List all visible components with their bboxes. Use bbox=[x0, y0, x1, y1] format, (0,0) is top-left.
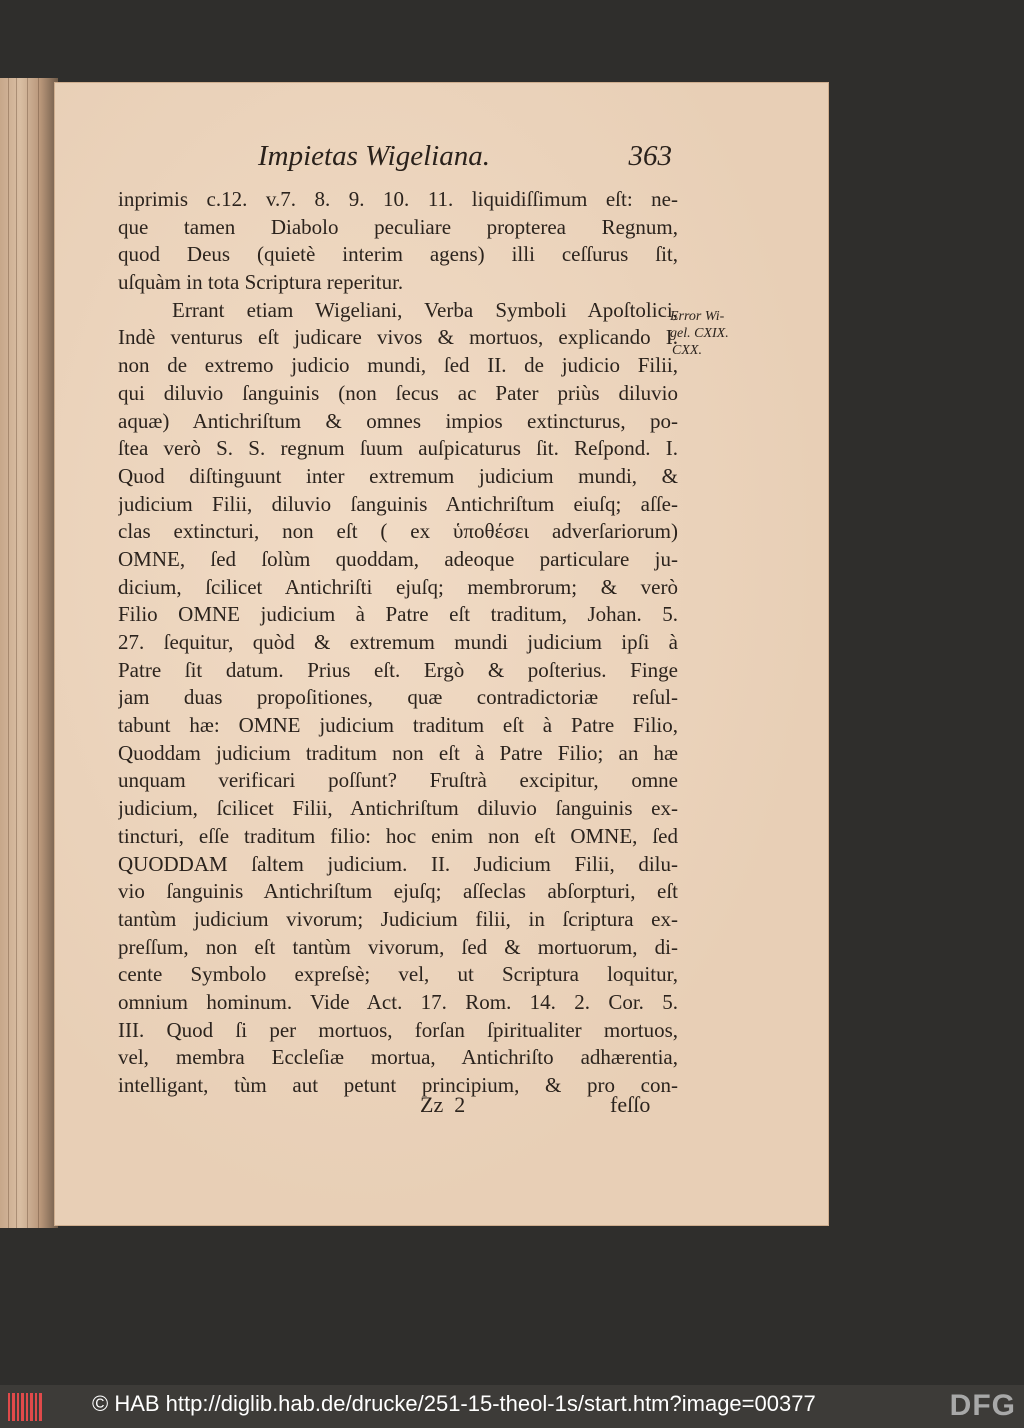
text-line: cente Symbolo expreſsè; vel, ut Scriptura loquitur, bbox=[118, 962, 678, 987]
text-line: clas extincturi, non eſt ( ex ὑποθέσει adverſariorum) bbox=[118, 519, 678, 544]
margin-note-line: gel. CXIX. bbox=[670, 326, 729, 341]
text-line: vel, membra Eccleſiæ mortua, Antichriſto adhærentia, bbox=[118, 1045, 678, 1070]
text-line: tantùm judicium vivorum; Judicium filii, in ſcriptura ex- bbox=[118, 906, 678, 931]
text-line: preſſum, non eſt tantùm vivorum, ſed & mortuorum, di- bbox=[118, 934, 678, 959]
text-line: tabunt hæ: OMNE judicium traditum eſt à Patre Filio, bbox=[118, 713, 678, 738]
text-line: Errant etiam Wigeliani, Verba Symboli Apoſtolici, bbox=[172, 297, 678, 322]
signature-mark: Zz 2 bbox=[420, 1092, 466, 1117]
text-line: vio ſanguinis Antichriſtum ejuſq; aſſeclas abſorpturi, eſt bbox=[118, 879, 678, 904]
margin-note bbox=[670, 308, 780, 359]
text-line: qui diluvio ſanguinis (non ſecus ac Pater priùs diluvio bbox=[118, 380, 678, 405]
previous-pages-edge bbox=[0, 78, 58, 1228]
source-url-link[interactable]: © HAB http://diglib.hab.de/drucke/251-15-theol-1s/start.htm?image=00377 bbox=[92, 1391, 816, 1416]
text-line: Quod diſtinguunt inter extremum judicium mundi, & bbox=[118, 463, 678, 488]
text-line: judicium Filii, diluvio ſanguinis Antichriſtum eiuſq; aſſe- bbox=[118, 491, 678, 516]
running-title: Impietas Wigeliana. bbox=[258, 140, 490, 172]
text-line: inprimis c.12. v.7. 8. 9. 10. 11. liquidiſſimum eſt: ne- bbox=[118, 187, 678, 211]
page-number: 363 bbox=[628, 140, 672, 172]
text-line: judicium, ſcilicet Filii, Antichriſtum diluvio ſanguinis ex- bbox=[118, 796, 678, 821]
text-line: Filio OMNE judicium à Patre eſt traditum, Johan. 5. bbox=[118, 602, 678, 627]
catchword: feſſo bbox=[610, 1092, 651, 1117]
hab-barcode-icon bbox=[8, 1393, 42, 1421]
text-line: intelligant, tùm aut petunt principium, & pro con- bbox=[118, 1073, 678, 1097]
page-header bbox=[258, 140, 678, 180]
text-line: dicium, ſcilicet Antichriſti ejuſq; membrorum; & verò bbox=[118, 574, 678, 599]
text-line: Quoddam judicium traditum non eſt à Patre Filio; an hæ bbox=[118, 740, 678, 765]
text-line: quod Deus (quietè interim agens) illi ceſſurus ſit, bbox=[118, 242, 678, 267]
text-line: omnium hominum. Vide Act. 17. Rom. 14. 2. Cor. 5. bbox=[118, 989, 678, 1014]
text-line: unquam verificari poſſunt? Fruſtrà excipitur, omne bbox=[118, 768, 678, 793]
text-line: tincturi, eſſe traditum filio: hoc enim non eſt OMNE, ſed bbox=[118, 823, 678, 848]
text-line: ſtea verò S. S. regnum ſuum auſpicaturus ſit. Reſpond. I. bbox=[118, 436, 678, 461]
text-line: aquæ) Antichriſtum & omnes impios extincturus, po- bbox=[118, 408, 678, 433]
text-line: III. Quod ſi per mortuos, forſan ſpiritualiter mortuos, bbox=[118, 1017, 678, 1042]
text-line: 27. ſequitur, quòd & extremum mundi judicium ipſi à bbox=[118, 630, 678, 654]
dfg-logo: DFG bbox=[949, 1389, 1016, 1422]
text-line: que tamen Diabolo peculiare propterea Regnum, bbox=[118, 214, 678, 239]
text-line: Indè venturus eſt judicare vivos & mortuos, explicando I. bbox=[118, 325, 678, 350]
body-text bbox=[118, 186, 678, 1100]
margin-note-line: CXX. bbox=[672, 343, 702, 358]
viewer-footer-bar bbox=[0, 1385, 1024, 1428]
text-line: uſquàm in tota Scriptura reperitur. bbox=[118, 270, 404, 295]
text-line: jam duas propoſitiones, quæ contradictoriæ reſul- bbox=[118, 685, 678, 710]
text-line: QUODDAM ſaltem judicium. II. Judicium Filii, dilu- bbox=[118, 851, 678, 876]
margin-note-line: Error Wi- bbox=[670, 309, 725, 324]
text-line: Patre ſit datum. Prius eſt. Ergò & poſterius. Finge bbox=[118, 657, 678, 682]
text-line: OMNE, ſed ſolùm quoddam, adeoque particulare ju- bbox=[118, 546, 678, 571]
text-line: non de extremo judicio mundi, ſed II. de judicio Filii, bbox=[118, 353, 678, 378]
